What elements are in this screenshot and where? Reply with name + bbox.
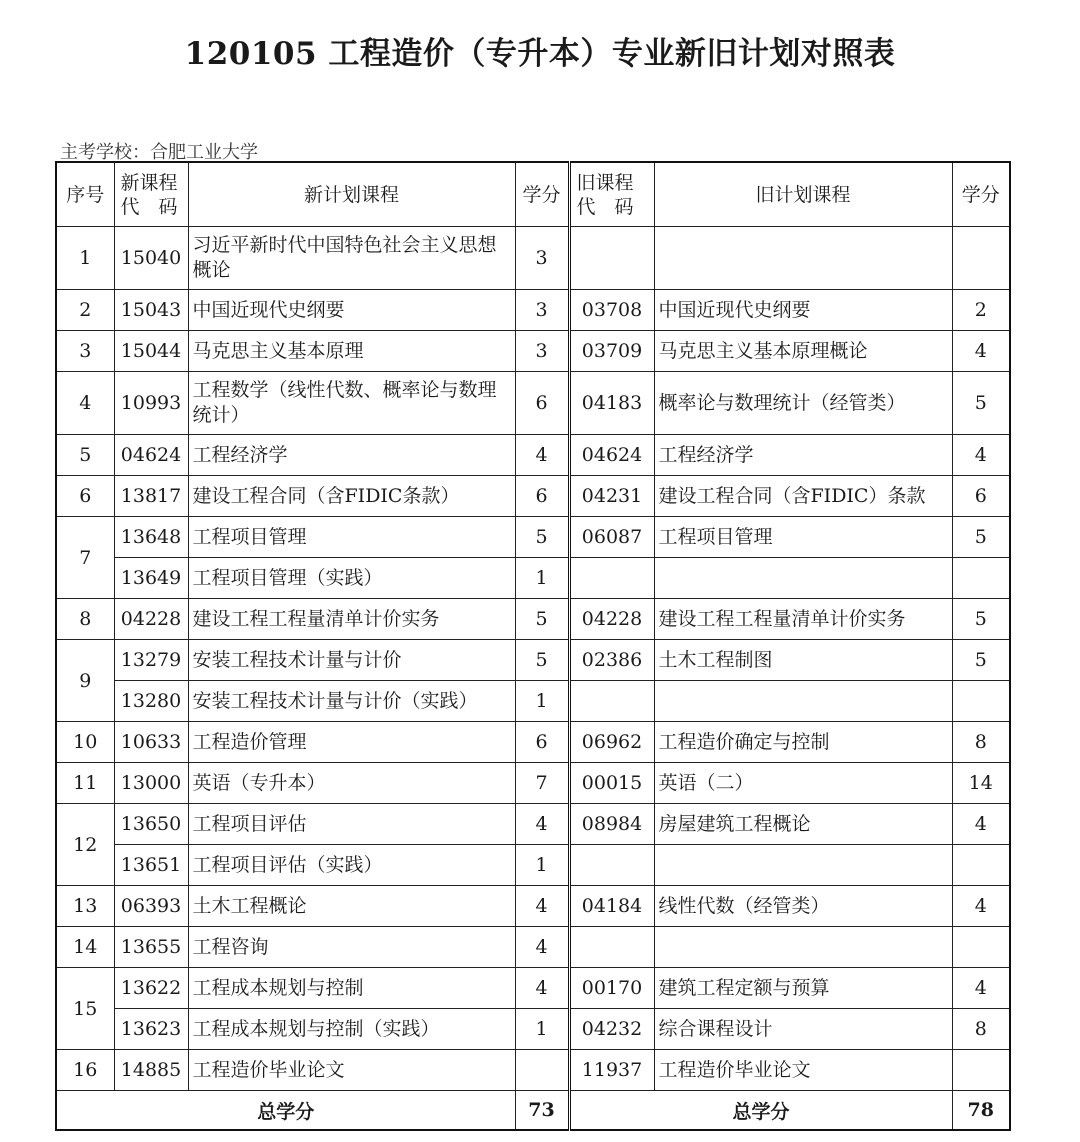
old-credit-cell: 14 bbox=[952, 763, 1010, 804]
old-course-cell: 工程项目管理 bbox=[654, 517, 952, 558]
new-course-cell: 工程咨询 bbox=[188, 927, 515, 968]
old-course-cell bbox=[654, 927, 952, 968]
header-new-course: 新计划课程 bbox=[188, 162, 515, 227]
new-credit-cell: 4 bbox=[515, 968, 569, 1009]
seq-cell: 15 bbox=[56, 968, 114, 1050]
old-code-cell: 04183 bbox=[569, 372, 654, 435]
new-credit-cell: 4 bbox=[515, 886, 569, 927]
new-code-cell: 13655 bbox=[114, 927, 188, 968]
seq-cell: 5 bbox=[56, 435, 114, 476]
seq-cell: 6 bbox=[56, 476, 114, 517]
new-credit-cell: 1 bbox=[515, 558, 569, 599]
old-credit-cell: 2 bbox=[952, 290, 1010, 331]
old-course-cell: 建设工程工程量清单计价实务 bbox=[654, 599, 952, 640]
new-credit-cell: 3 bbox=[515, 227, 569, 290]
new-credit-cell: 4 bbox=[515, 804, 569, 845]
new-credit-cell: 5 bbox=[515, 640, 569, 681]
new-code-cell: 15043 bbox=[114, 290, 188, 331]
total-old-credit: 78 bbox=[952, 1091, 1010, 1131]
old-code-cell: 04184 bbox=[569, 886, 654, 927]
old-code-cell bbox=[569, 845, 654, 886]
old-credit-cell bbox=[952, 845, 1010, 886]
table-row bbox=[56, 681, 1010, 722]
old-course-cell bbox=[654, 681, 952, 722]
header-old-code-line1: 旧课程 bbox=[576, 171, 634, 194]
seq-cell: 11 bbox=[56, 763, 114, 804]
old-course-cell: 线性代数（经管类） bbox=[654, 886, 952, 927]
new-course-cell: 安装工程技术计量与计价（实践） bbox=[188, 681, 515, 722]
total-label-old: 总学分 bbox=[569, 1091, 952, 1131]
old-course-cell: 土木工程制图 bbox=[654, 640, 952, 681]
table-row bbox=[56, 722, 1010, 763]
old-course-cell bbox=[654, 845, 952, 886]
new-code-cell: 04624 bbox=[114, 435, 188, 476]
table-row bbox=[56, 763, 1010, 804]
old-credit-cell: 4 bbox=[952, 331, 1010, 372]
new-code-cell: 15044 bbox=[114, 331, 188, 372]
table-row bbox=[56, 599, 1010, 640]
header-new-code-line2: 代 码 bbox=[120, 195, 178, 218]
old-credit-cell bbox=[952, 558, 1010, 599]
old-credit-cell: 5 bbox=[952, 517, 1010, 558]
new-credit-cell: 4 bbox=[515, 927, 569, 968]
new-course-cell: 工程项目管理（实践） bbox=[188, 558, 515, 599]
old-credit-cell: 5 bbox=[952, 640, 1010, 681]
old-course-cell: 建设工程合同（含FIDIC）条款 bbox=[654, 476, 952, 517]
old-credit-cell: 5 bbox=[952, 599, 1010, 640]
new-code-cell: 13817 bbox=[114, 476, 188, 517]
new-code-cell: 13650 bbox=[114, 804, 188, 845]
total-row bbox=[56, 1091, 1010, 1131]
old-credit-cell: 4 bbox=[952, 886, 1010, 927]
old-course-cell bbox=[654, 227, 952, 290]
old-credit-cell: 4 bbox=[952, 968, 1010, 1009]
old-code-cell bbox=[569, 681, 654, 722]
old-credit-cell bbox=[952, 927, 1010, 968]
new-code-cell: 04228 bbox=[114, 599, 188, 640]
seq-cell: 12 bbox=[56, 804, 114, 886]
old-course-cell: 工程造价毕业论文 bbox=[654, 1050, 952, 1091]
new-course-cell: 工程数学（线性代数、概率论与数理统计） bbox=[188, 372, 515, 435]
plan-comparison-table bbox=[55, 161, 1011, 1131]
new-course-cell: 英语（专升本） bbox=[188, 763, 515, 804]
new-course-cell: 工程项目评估（实践） bbox=[188, 845, 515, 886]
seq-cell: 7 bbox=[56, 517, 114, 599]
new-code-cell: 13280 bbox=[114, 681, 188, 722]
header-old-course: 旧计划课程 bbox=[654, 162, 952, 227]
old-code-cell: 11937 bbox=[569, 1050, 654, 1091]
new-code-cell: 14885 bbox=[114, 1050, 188, 1091]
table-row bbox=[56, 435, 1010, 476]
new-code-cell: 13279 bbox=[114, 640, 188, 681]
new-course-cell: 中国近现代史纲要 bbox=[188, 290, 515, 331]
new-course-cell: 安装工程技术计量与计价 bbox=[188, 640, 515, 681]
old-course-cell: 概率论与数理统计（经管类） bbox=[654, 372, 952, 435]
old-code-cell bbox=[569, 227, 654, 290]
new-credit-cell: 4 bbox=[515, 435, 569, 476]
table-row bbox=[56, 227, 1010, 290]
old-credit-cell: 4 bbox=[952, 804, 1010, 845]
seq-cell: 10 bbox=[56, 722, 114, 763]
table-row bbox=[56, 886, 1010, 927]
new-code-cell: 10633 bbox=[114, 722, 188, 763]
old-code-cell: 00170 bbox=[569, 968, 654, 1009]
new-code-cell: 13651 bbox=[114, 845, 188, 886]
table-row bbox=[56, 372, 1010, 435]
new-course-cell: 土木工程概论 bbox=[188, 886, 515, 927]
table-row bbox=[56, 1009, 1010, 1050]
old-credit-cell: 6 bbox=[952, 476, 1010, 517]
old-credit-cell bbox=[952, 681, 1010, 722]
old-credit-cell: 8 bbox=[952, 1009, 1010, 1050]
total-label-new: 总学分 bbox=[56, 1091, 515, 1131]
table-row bbox=[56, 331, 1010, 372]
table-row bbox=[56, 845, 1010, 886]
table-row bbox=[56, 968, 1010, 1009]
new-code-cell: 13000 bbox=[114, 763, 188, 804]
old-course-cell: 建筑工程定额与预算 bbox=[654, 968, 952, 1009]
old-credit-cell: 8 bbox=[952, 722, 1010, 763]
old-course-cell: 工程经济学 bbox=[654, 435, 952, 476]
new-course-cell: 工程成本规划与控制 bbox=[188, 968, 515, 1009]
table-row bbox=[56, 476, 1010, 517]
table-header-row bbox=[56, 162, 1010, 227]
old-credit-cell bbox=[952, 227, 1010, 290]
old-code-cell bbox=[569, 927, 654, 968]
seq-cell: 9 bbox=[56, 640, 114, 722]
new-course-cell: 习近平新时代中国特色社会主义思想概论 bbox=[188, 227, 515, 290]
new-credit-cell bbox=[515, 1050, 569, 1091]
old-course-cell bbox=[654, 558, 952, 599]
new-course-cell: 工程造价毕业论文 bbox=[188, 1050, 515, 1091]
new-course-cell: 工程经济学 bbox=[188, 435, 515, 476]
old-course-cell: 房屋建筑工程概论 bbox=[654, 804, 952, 845]
seq-cell: 16 bbox=[56, 1050, 114, 1091]
total-new-credit: 73 bbox=[515, 1091, 569, 1131]
new-credit-cell: 3 bbox=[515, 290, 569, 331]
new-course-cell: 建设工程工程量清单计价实务 bbox=[188, 599, 515, 640]
old-code-cell: 06087 bbox=[569, 517, 654, 558]
header-seq: 序号 bbox=[56, 162, 114, 227]
new-credit-cell: 6 bbox=[515, 372, 569, 435]
old-code-cell: 00015 bbox=[569, 763, 654, 804]
table-row bbox=[56, 290, 1010, 331]
new-credit-cell: 5 bbox=[515, 517, 569, 558]
table-row bbox=[56, 640, 1010, 681]
old-credit-cell: 5 bbox=[952, 372, 1010, 435]
old-code-cell: 04232 bbox=[569, 1009, 654, 1050]
seq-cell: 1 bbox=[56, 227, 114, 290]
old-course-cell: 中国近现代史纲要 bbox=[654, 290, 952, 331]
table-row bbox=[56, 804, 1010, 845]
seq-cell: 13 bbox=[56, 886, 114, 927]
new-course-cell: 工程项目评估 bbox=[188, 804, 515, 845]
new-credit-cell: 1 bbox=[515, 681, 569, 722]
exam-school-label: 主考学校：合肥工业大学 bbox=[60, 142, 258, 163]
seq-cell: 4 bbox=[56, 372, 114, 435]
new-code-cell: 13623 bbox=[114, 1009, 188, 1050]
new-course-cell: 工程项目管理 bbox=[188, 517, 515, 558]
old-credit-cell bbox=[952, 1050, 1010, 1091]
new-credit-cell: 3 bbox=[515, 331, 569, 372]
new-course-cell: 工程成本规划与控制（实践） bbox=[188, 1009, 515, 1050]
table-row bbox=[56, 927, 1010, 968]
old-course-cell: 工程造价确定与控制 bbox=[654, 722, 952, 763]
old-course-cell: 英语（二） bbox=[654, 763, 952, 804]
old-code-cell: 04231 bbox=[569, 476, 654, 517]
header-new-code bbox=[114, 162, 188, 227]
seq-cell: 3 bbox=[56, 331, 114, 372]
old-code-cell: 03708 bbox=[569, 290, 654, 331]
old-code-cell: 03709 bbox=[569, 331, 654, 372]
old-code-cell: 04228 bbox=[569, 599, 654, 640]
table-row bbox=[56, 517, 1010, 558]
old-code-cell bbox=[569, 558, 654, 599]
old-code-cell: 08984 bbox=[569, 804, 654, 845]
new-credit-cell: 1 bbox=[515, 845, 569, 886]
old-code-cell: 06962 bbox=[569, 722, 654, 763]
new-credit-cell: 1 bbox=[515, 1009, 569, 1050]
old-course-cell: 综合课程设计 bbox=[654, 1009, 952, 1050]
new-code-cell: 13649 bbox=[114, 558, 188, 599]
new-code-cell: 13648 bbox=[114, 517, 188, 558]
table-row bbox=[56, 1050, 1010, 1091]
old-course-cell: 马克思主义基本原理概论 bbox=[654, 331, 952, 372]
new-credit-cell: 6 bbox=[515, 476, 569, 517]
seq-cell: 2 bbox=[56, 290, 114, 331]
old-code-cell: 02386 bbox=[569, 640, 654, 681]
seq-cell: 8 bbox=[56, 599, 114, 640]
old-credit-cell: 4 bbox=[952, 435, 1010, 476]
page-title: 120105 工程造价（专升本）专业新旧计划对照表 bbox=[184, 36, 896, 72]
new-credit-cell: 5 bbox=[515, 599, 569, 640]
new-course-cell: 建设工程合同（含FIDIC条款） bbox=[188, 476, 515, 517]
new-code-cell: 06393 bbox=[114, 886, 188, 927]
new-credit-cell: 7 bbox=[515, 763, 569, 804]
new-code-cell: 13622 bbox=[114, 968, 188, 1009]
old-code-cell: 04624 bbox=[569, 435, 654, 476]
header-old-code-line2: 代 码 bbox=[576, 195, 634, 218]
table-row bbox=[56, 558, 1010, 599]
header-old-credit: 学分 bbox=[952, 162, 1010, 227]
new-code-cell: 15040 bbox=[114, 227, 188, 290]
header-new-code-line1: 新课程 bbox=[120, 171, 178, 194]
seq-cell: 14 bbox=[56, 927, 114, 968]
header-new-credit: 学分 bbox=[515, 162, 569, 227]
new-course-cell: 马克思主义基本原理 bbox=[188, 331, 515, 372]
new-course-cell: 工程造价管理 bbox=[188, 722, 515, 763]
new-code-cell: 10993 bbox=[114, 372, 188, 435]
header-old-code bbox=[569, 162, 654, 227]
new-credit-cell: 6 bbox=[515, 722, 569, 763]
